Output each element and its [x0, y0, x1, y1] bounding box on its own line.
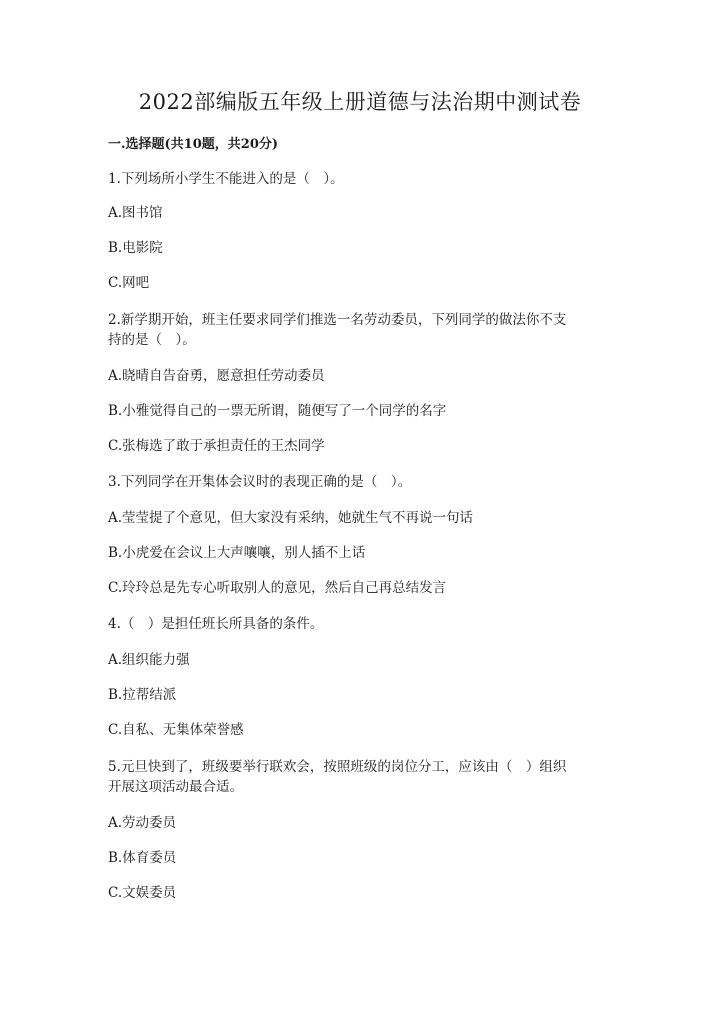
question-4-option-c: C.自私、无集体荣誉感 — [108, 722, 244, 738]
question-3-stem: 3.下列同学在开集体会议时的表现正确的是（ ）。 — [108, 474, 412, 490]
question-5-option-c: C.文娱委员 — [108, 885, 177, 901]
question-1-option-c: C.网吧 — [108, 275, 150, 291]
question-2-option-c: C.张梅选了敢于承担责任的王杰同学 — [108, 438, 325, 454]
question-4-option-b: B.拉帮结派 — [108, 687, 177, 703]
question-2-option-b: B.小雅觉得自己的一票无所谓，随便写了一个同学的名字 — [108, 403, 447, 419]
question-5-stem-line1: 5.元旦快到了，班级要举行联欢会，按照班级的岗位分工，应该由（ ）组织 — [108, 759, 567, 775]
exam-title: 2022部编版五年级上册道德与法治期中测试卷 — [138, 90, 582, 114]
question-4-option-a: A.组织能力强 — [108, 652, 190, 668]
question-3-option-a: A.莹莹提了个意见，但大家没有采纳，她就生气不再说一句话 — [108, 510, 474, 526]
question-2-stem-line2: 持的是（ ）。 — [108, 332, 196, 348]
question-3-option-c: C.玲玲总是先专心听取别人的意见，然后自己再总结发言 — [108, 580, 447, 596]
question-1-stem: 1.下列场所小学生不能进入的是（ ）。 — [108, 171, 344, 187]
question-5-stem-line2: 开展这项活动最合适。 — [108, 779, 243, 795]
question-1-option-a: A.图书馆 — [108, 205, 163, 221]
question-4-stem: 4.（ ）是担任班长所具备的条件。 — [108, 616, 324, 632]
question-2-stem-line1: 2.新学期开始，班主任要求同学们推选一名劳动委员，下列同学的做法你不支 — [108, 312, 567, 328]
question-5-option-a: A.劳动委员 — [108, 815, 177, 831]
question-1-option-b: B.电影院 — [108, 240, 163, 256]
section-heading: 一.选择题(共10题，共20分) — [108, 137, 279, 152]
question-2-option-a: A.晓晴自告奋勇，愿意担任劳动委员 — [108, 368, 325, 384]
question-5-option-b: B.体育委员 — [108, 850, 177, 866]
question-3-option-b: B.小虎爱在会议上大声嚷嚷，别人插不上话 — [108, 545, 366, 561]
